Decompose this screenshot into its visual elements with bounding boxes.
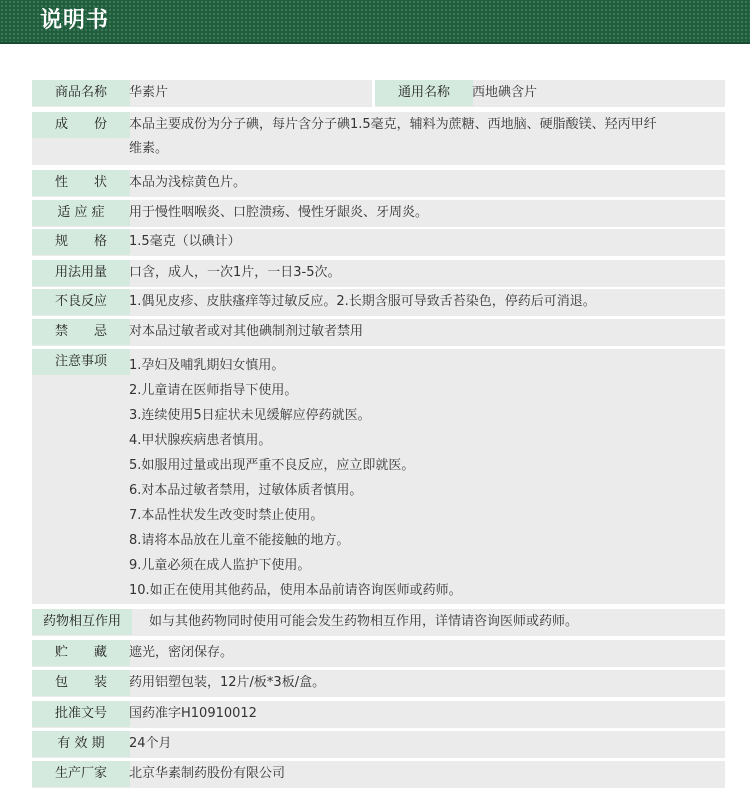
product-name-value: 华素片 [129, 85, 169, 100]
validity-label: 有 效 期 [32, 731, 130, 757]
row-drug-interactions [32, 609, 725, 636]
storage-label: 贮 藏 [32, 640, 130, 666]
packaging-value: 药用铝塑包装，12片/板*3板/盒。 [129, 675, 326, 690]
row-approval-number [32, 701, 725, 728]
generic-name-value: 西地碘含片 [472, 85, 538, 100]
precautions-label: 注意事项 [32, 349, 130, 375]
approval-number-label: 批准文号 [32, 701, 130, 727]
indications-value: 用于慢性咽喉炎、口腔溃疡、慢性牙龈炎、牙周炎。 [129, 205, 429, 220]
contraindications-value: 对本品过敏者或对其他碘制剂过敏者禁用 [129, 324, 364, 339]
appearance-value: 本品为浅棕黄色片。 [129, 175, 247, 190]
appearance-label: 性 状 [32, 170, 130, 196]
list-item: 1.孕妇及哺乳期妇女慎用。 [129, 358, 285, 373]
drug-interactions-value: 如与其他药物同时使用可能会发生药物相互作用，详情请咨询医师或药师。 [149, 614, 579, 629]
generic-name-label: 通用名称 [375, 80, 473, 106]
list-item: 2.儿童请在医师指导下使用。 [129, 383, 298, 398]
storage-value: 遮光，密闭保存。 [129, 645, 234, 660]
list-item: 3.连续使用5日症状未见缓解应停药就医。 [129, 408, 371, 423]
row-product-name [32, 80, 725, 107]
row-validity [32, 731, 725, 758]
row-contraindications [32, 319, 725, 346]
row-appearance [32, 170, 725, 197]
ingredients-value-line1: 本品主要成份为分子碘，每片含分子碘1.5毫克，辅料为蔗糖、西地脑、硬脂酸镁、羟丙甲纤 [129, 117, 657, 132]
ingredients-label: 成 份 [32, 112, 130, 138]
header-divider [0, 42, 750, 44]
dosage-label: 用法用量 [32, 260, 130, 286]
list-item: 9.儿童必须在成人监护下使用。 [129, 558, 311, 573]
indications-label: 适 应 症 [32, 200, 130, 226]
dosage-value: 口含，成人，一次1片，一日3-5次。 [129, 265, 341, 280]
manufacturer-label: 生产厂家 [32, 761, 130, 787]
validity-value: 24个月 [129, 736, 172, 751]
row-ingredients [32, 112, 725, 165]
adverse-reactions-label: 不良反应 [32, 289, 130, 315]
list-item: 5.如服用过量或出现严重不良反应，应立即就医。 [129, 458, 415, 473]
header-banner [0, 0, 750, 42]
adverse-reactions-value: 1.偶见皮疹、皮肤瘙痒等过敏反应。2.长期含服可导致舌苔染色，停药后可消退。 [129, 294, 596, 309]
row-specification [32, 229, 725, 256]
list-item: 6.对本品过敏者禁用，过敏体质者慎用。 [129, 483, 363, 498]
contraindications-label: 禁 忌 [32, 319, 130, 345]
specification-value: 1.5毫克（以碘计） [129, 234, 241, 249]
list-item: 7.本品性状发生改变时禁止使用。 [129, 508, 324, 523]
row-manufacturer [32, 761, 725, 788]
list-item: 8.请将本品放在儿童不能接触的地方。 [129, 533, 350, 548]
row-packaging [32, 670, 725, 697]
row-indications [32, 200, 725, 227]
row-dosage [32, 260, 725, 287]
manufacturer-value: 北京华素制药股份有限公司 [129, 766, 286, 781]
page-title: 说明书 [40, 8, 110, 33]
row-precautions [32, 349, 725, 604]
ingredients-value-line2: 维素。 [129, 141, 169, 156]
precautions-list [129, 353, 462, 603]
row-adverse-reactions [32, 289, 725, 316]
approval-number-value: 国药准字H10910012 [129, 706, 257, 721]
list-item: 4.甲状腺疾病患者慎用。 [129, 433, 272, 448]
packaging-label: 包 装 [32, 670, 130, 696]
row-storage [32, 640, 725, 667]
drug-interactions-label: 药物相互作用 [32, 609, 132, 635]
specification-label: 规 格 [32, 229, 130, 255]
product-name-label: 商品名称 [32, 80, 130, 106]
list-item: 10.如正在使用其他药品，使用本品前请咨询医师或药师。 [129, 583, 462, 598]
